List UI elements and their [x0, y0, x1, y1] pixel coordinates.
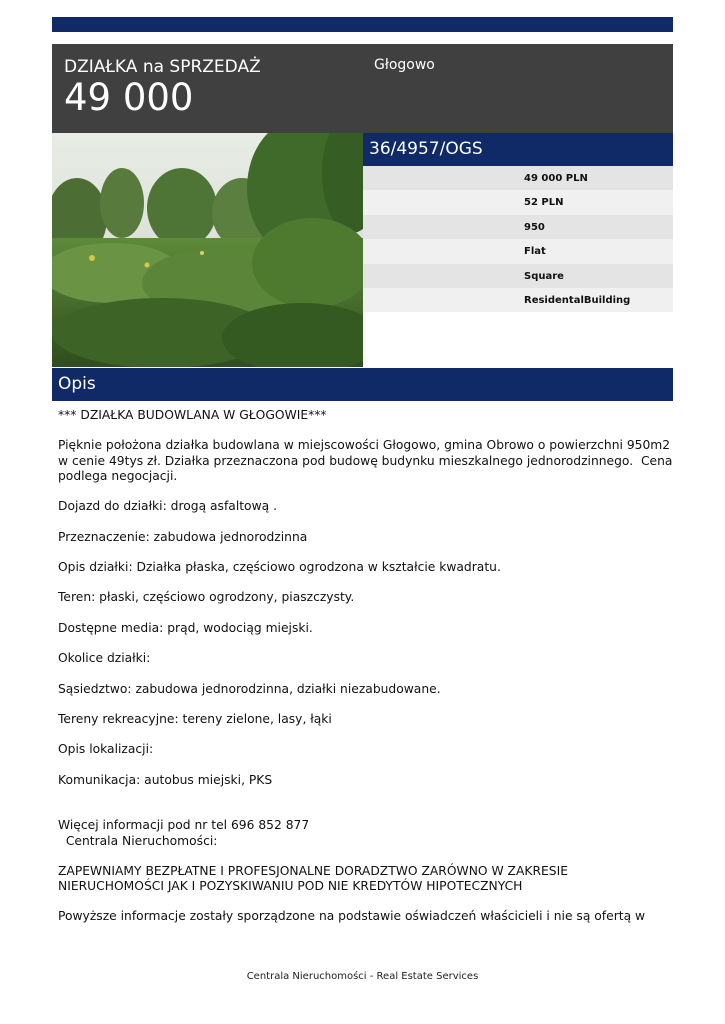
description-paragraph: Powyższe informacje zostały sporządzone na podstawie oświadczeń właścicieli i nie są ofertą w	[58, 909, 646, 924]
listing-type: DZIAŁKA na SPRZEDAŻ	[64, 57, 261, 77]
description-paragraph: Więcej informacji pod nr tel 696 852 877 Centrala Nieruchomości:	[58, 818, 310, 848]
listing-reference: 36/4957/OGS	[369, 139, 483, 159]
listing-reference-bar	[363, 133, 673, 166]
detail-row	[363, 190, 673, 214]
description-paragraph: Tereny rekreacyjne: tereny zielone, lasy, łąki	[58, 711, 332, 726]
description-paragraph: *** DZIAŁKA BUDOWLANA W GŁOGOWIE***	[58, 408, 327, 422]
description-section-header	[52, 368, 673, 401]
details-table	[363, 166, 673, 312]
description-paragraph: Opis lokalizacji:	[58, 742, 154, 757]
detail-row	[363, 264, 673, 288]
detail-value: Square	[524, 270, 564, 282]
listing-city: Głogowo	[374, 57, 435, 73]
description-paragraph: Sąsiedztwo: zabudowa jednorodzinna, działki niezabudowane.	[58, 681, 441, 696]
detail-row	[363, 215, 673, 239]
description-paragraph: Teren: płaski, częściowo ogrodzony, piaszczysty.	[58, 590, 355, 605]
description-paragraph: Dojazd do działki: drogą asfaltową .	[58, 499, 277, 514]
detail-value: Flat	[524, 246, 546, 258]
top-accent-bar	[52, 17, 673, 32]
listing-header	[52, 44, 673, 133]
detail-value: 950	[524, 221, 545, 233]
description-paragraph: ZAPEWNIAMY BEZPŁATNE I PROFESJONALNE DORADZTWO ZARÓWNO W ZAKRESIE NIERUCHOMOŚCI JAK I POZYSKIWANIU POD NIE KREDYTÓW HIPOTECZNYCH	[58, 863, 572, 894]
description-body	[58, 408, 677, 940]
description-paragraph: Okolice działki:	[58, 651, 151, 666]
detail-row	[363, 288, 673, 312]
section-title: Opis	[58, 374, 96, 394]
listing-price: 49 000	[64, 76, 194, 119]
description-paragraph: Pięknie położona działka budowlana w miejscowości Głogowo, gmina Obrowo o powierzchni 950m2 w cenie 49tys zł. Działka przeznaczona pod budowę budynku mieszkalnego jednorodzinnego. Cena podlega negocjacji.	[58, 438, 677, 483]
detail-row	[363, 166, 673, 190]
description-paragraph: Dostępne media: prąd, wodociąg miejski.	[58, 620, 313, 635]
page-footer: Centrala Nieruchomości - Real Estate Services	[246, 971, 479, 982]
description-paragraph: Komunikacja: autobus miejski, PKS	[58, 772, 273, 787]
description-paragraph: Opis działki: Działka płaska, częściowo ogrodzona w kształcie kwadratu.	[58, 559, 501, 574]
property-photo	[52, 133, 363, 367]
detail-row	[363, 239, 673, 263]
detail-value: 49 000 PLN	[524, 173, 588, 184]
description-paragraph: Przeznaczenie: zabudowa jednorodzinna	[58, 529, 308, 544]
detail-value: 52 PLN	[524, 197, 564, 209]
detail-value: ResidentalBuilding	[524, 294, 631, 306]
